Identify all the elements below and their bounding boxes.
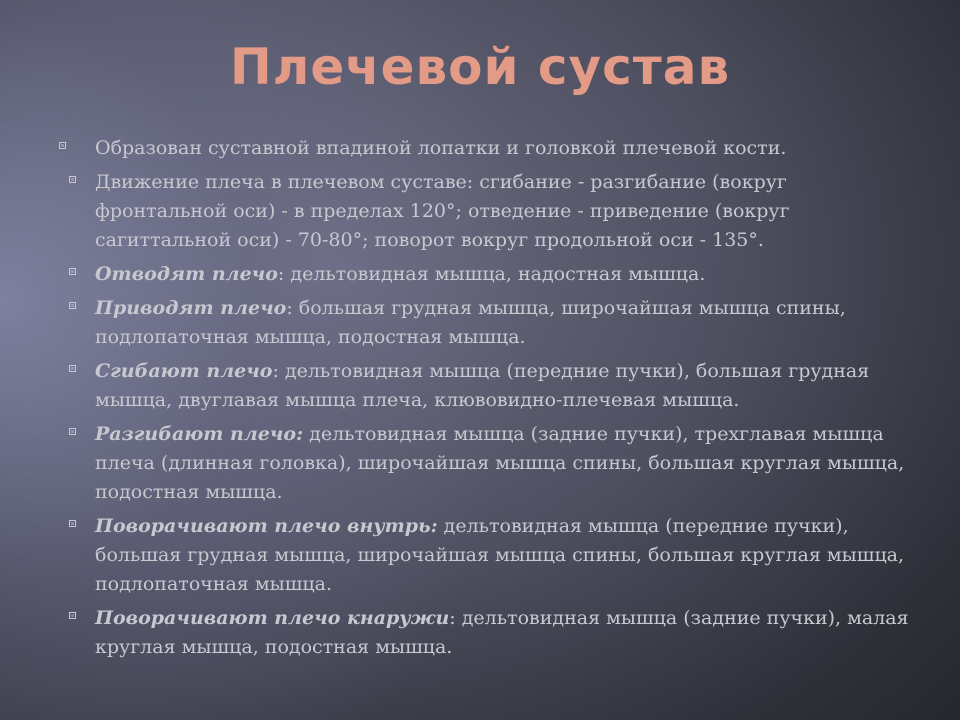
list-item	[0, 357, 915, 415]
list-item	[0, 604, 915, 662]
item-separator: :	[449, 607, 462, 629]
bullet-list	[0, 134, 960, 667]
item-separator: :	[272, 360, 285, 382]
item-separator: :	[277, 263, 291, 285]
item-text: дельтовидная мышца, надостная мышца.	[290, 263, 706, 285]
item-text: дельтовидная мышца (передние пучки), большая грудная мышца, двуглавая мышца плеча, клювовидно-плечевая мышца.	[95, 360, 870, 411]
square-bullet-icon	[69, 268, 76, 275]
item-lead: Поворачивают плечо кнаружи	[95, 607, 450, 629]
item-lead: Сгибают плечо	[95, 360, 273, 382]
item-text: дельтовидная мышца (задние пучки), малая круглая мышца, подостная мышца.	[95, 607, 909, 658]
square-bullet-icon	[59, 142, 66, 149]
square-bullet-icon	[69, 176, 76, 183]
square-bullet-icon	[69, 520, 76, 527]
item-text: Образован суставной впадиной лопатки и головкой плечевой кости.	[95, 137, 787, 159]
item-text: большая грудная мышца, широчайшая мышца спины, подлопаточная мышца, подостная мышца.	[95, 297, 846, 348]
square-bullet-icon	[69, 612, 76, 619]
slide-title: Плечевой сустав	[229, 38, 731, 96]
item-separator: :	[286, 297, 299, 319]
square-bullet-icon	[69, 365, 76, 372]
list-item	[0, 512, 915, 599]
list-item	[0, 168, 915, 255]
list-item	[0, 134, 915, 163]
item-lead: Разгибают плечо:	[95, 423, 304, 445]
square-bullet-icon	[69, 428, 76, 435]
item-lead: Отводят плечо	[95, 263, 278, 285]
item-lead: Поворачивают плечо внутрь:	[95, 515, 438, 537]
item-text: дельтовидная мышца (задние пучки), трехглавая мышца плеча (длинная головка), широчайшая мышца спины, большая круглая мышца, подостная мышца.	[95, 423, 905, 503]
list-item	[0, 260, 915, 289]
item-lead: Приводят плечо	[95, 297, 287, 319]
list-item	[0, 294, 915, 352]
item-text: дельтовидная мышца (передние пучки), большая грудная мышца, широчайшая мышца спины, большая круглая мышца, подлопаточная мышца.	[95, 515, 905, 595]
square-bullet-icon	[69, 302, 76, 309]
item-text: Движение плеча в плечевом суставе: сгибание - разгибание (вокруг фронтальной оси) - в пределах 120°; отведение - приведение (вокруг сагиттальной оси) - 70-80°; поворот вокруг продольной оси - 135°.	[95, 171, 790, 251]
list-item	[0, 420, 915, 507]
